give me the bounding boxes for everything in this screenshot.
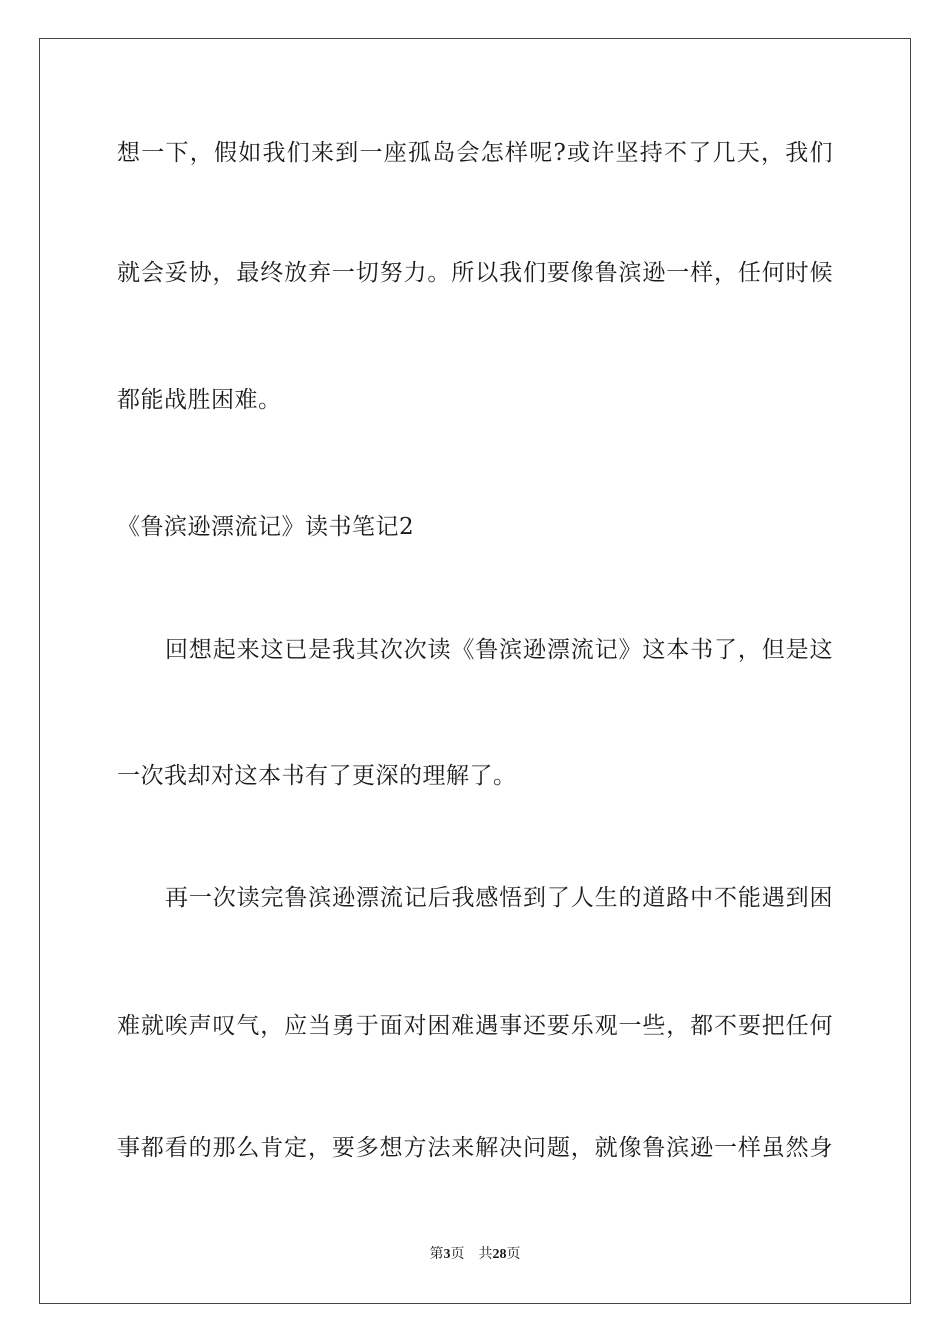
footer-total-suffix: 页 <box>506 1247 521 1262</box>
page-footer <box>0 1246 950 1264</box>
footer-page-prefix: 第 <box>429 1247 444 1262</box>
paragraph-line: 难就唉声叹气，应当勇于面对困难遇事还要乐观一些，都不要把任何 <box>117 1013 833 1039</box>
footer-page-number: 3 <box>443 1247 451 1262</box>
paragraph-line: 都能战胜困难。 <box>117 387 282 413</box>
paragraph-line: 事都看的那么肯定，要多想方法来解决问题，就像鲁滨逊一样虽然身 <box>117 1135 833 1161</box>
paragraph-line: 回想起来这已是我其次次读《鲁滨逊漂流记》这本书了，但是这 <box>165 637 833 663</box>
paragraph-line: 一次我却对这本书有了更深的理解了。 <box>117 763 517 789</box>
paragraph-line: 就会妥协，最终放弃一切努力。所以我们要像鲁滨逊一样，任何时候 <box>117 260 833 286</box>
section-heading: 《鲁滨逊漂流记》读书笔记2 <box>117 514 415 540</box>
paragraph-line: 再一次读完鲁滨逊漂流记后我感悟到了人生的道路中不能遇到困 <box>165 885 833 911</box>
footer-total-pages: 28 <box>492 1247 507 1262</box>
footer-total-prefix: 共 <box>478 1247 493 1262</box>
page-border <box>39 38 911 1304</box>
footer-page-suffix: 页 <box>450 1247 465 1262</box>
paragraph-line: 想一下，假如我们来到一座孤岛会怎样呢?或许坚持不了几天，我们 <box>117 140 833 166</box>
